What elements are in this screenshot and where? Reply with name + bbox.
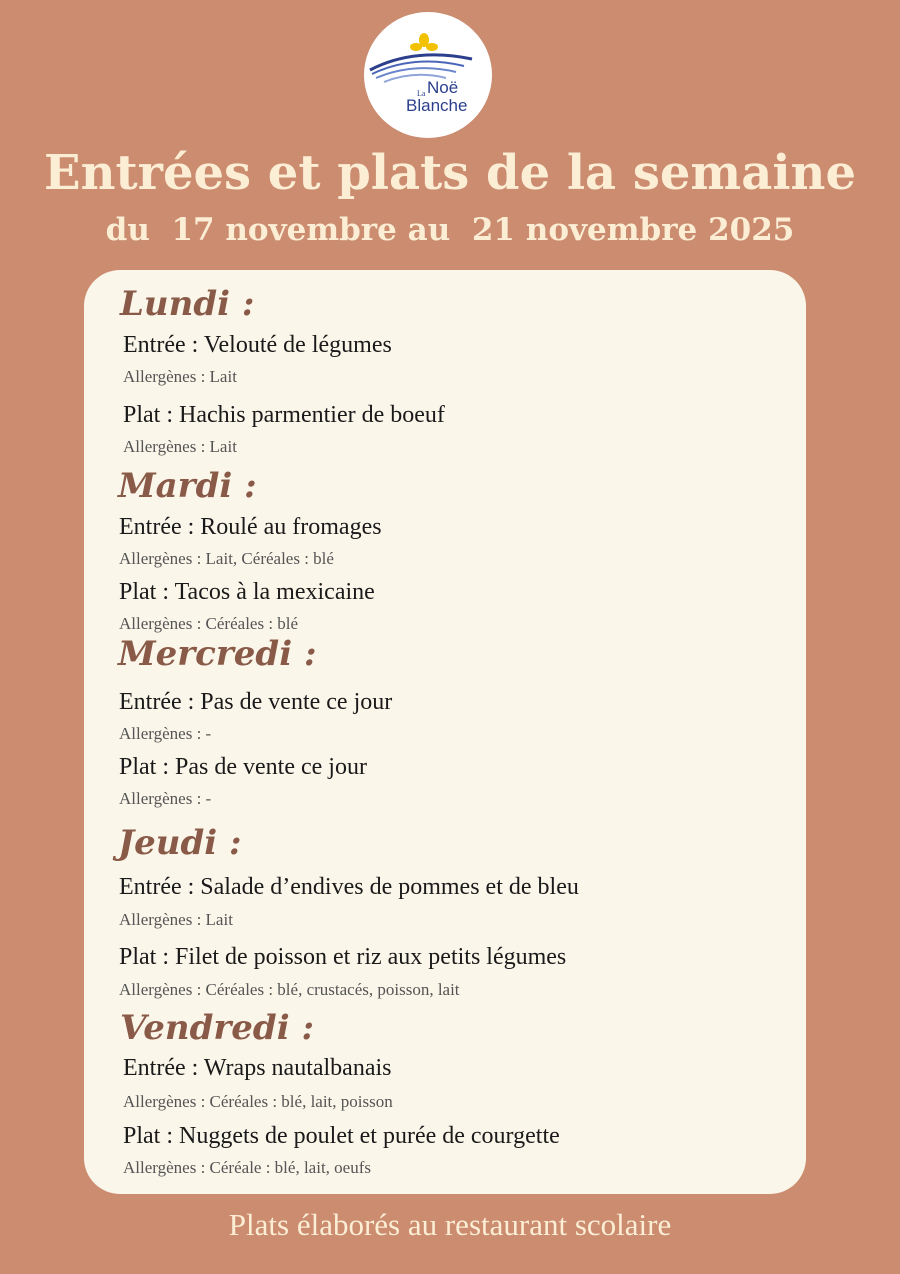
plat-jeudi: Plat : Filet de poisson et riz aux petits légumes bbox=[119, 944, 567, 970]
day-heading-mardi: Mardi : bbox=[118, 466, 257, 506]
logo-text-noe: Noë bbox=[427, 78, 459, 97]
page-subtitle: du 17 novembre au 21 novembre 2025 bbox=[105, 212, 795, 248]
menu-card bbox=[84, 270, 806, 1194]
entree-allergens-mardi: Allergènes : Lait, Céréales : blé bbox=[119, 549, 334, 568]
logo-text-blanche: Blanche bbox=[406, 96, 468, 115]
entree-mercredi: Entrée : Pas de vente ce jour bbox=[119, 689, 393, 715]
logo-flower-icon bbox=[364, 12, 492, 138]
entree-lundi: Entrée : Velouté de légumes bbox=[123, 332, 392, 358]
plat-allergens-mardi: Allergènes : Céréales : blé bbox=[119, 614, 299, 633]
day-heading-lundi: Lundi : bbox=[120, 284, 255, 324]
entree-allergens-mercredi: Allergènes : - bbox=[119, 724, 212, 743]
logo bbox=[364, 12, 492, 138]
plat-allergens-lundi: Allergènes : Lait bbox=[123, 437, 237, 456]
plat-mercredi: Plat : Pas de vente ce jour bbox=[119, 754, 367, 780]
plat-allergens-mercredi: Allergènes : - bbox=[119, 789, 212, 808]
entree-allergens-lundi: Allergènes : Lait bbox=[123, 367, 237, 386]
entree-vendredi: Entrée : Wraps nautalbanais bbox=[123, 1055, 392, 1081]
plat-allergens-vendredi: Allergènes : Céréale : blé, lait, oeufs bbox=[123, 1158, 371, 1177]
entree-jeudi: Entrée : Salade d’endives de pommes et de bleu bbox=[119, 874, 579, 900]
plat-allergens-jeudi: Allergènes : Céréales : blé, crustacés, poisson, lait bbox=[119, 980, 460, 999]
entree-mardi: Entrée : Roulé au fromages bbox=[119, 514, 382, 540]
day-heading-mercredi: Mercredi : bbox=[118, 634, 317, 674]
day-heading-jeudi: Jeudi : bbox=[118, 823, 242, 863]
page-title: Entrées et plats de la semaine bbox=[44, 145, 856, 201]
day-heading-vendredi: Vendredi : bbox=[120, 1008, 315, 1048]
footer-note: Plats élaborés au restaurant scolaire bbox=[228, 1207, 672, 1242]
entree-allergens-jeudi: Allergènes : Lait bbox=[119, 910, 233, 929]
entree-allergens-vendredi: Allergènes : Céréales : blé, lait, poisson bbox=[123, 1092, 393, 1111]
plat-vendredi: Plat : Nuggets de poulet et purée de courgette bbox=[123, 1123, 560, 1149]
plat-mardi: Plat : Tacos à la mexicaine bbox=[119, 579, 375, 605]
plat-lundi: Plat : Hachis parmentier de boeuf bbox=[123, 402, 445, 428]
logo-text-la: La bbox=[417, 89, 426, 98]
